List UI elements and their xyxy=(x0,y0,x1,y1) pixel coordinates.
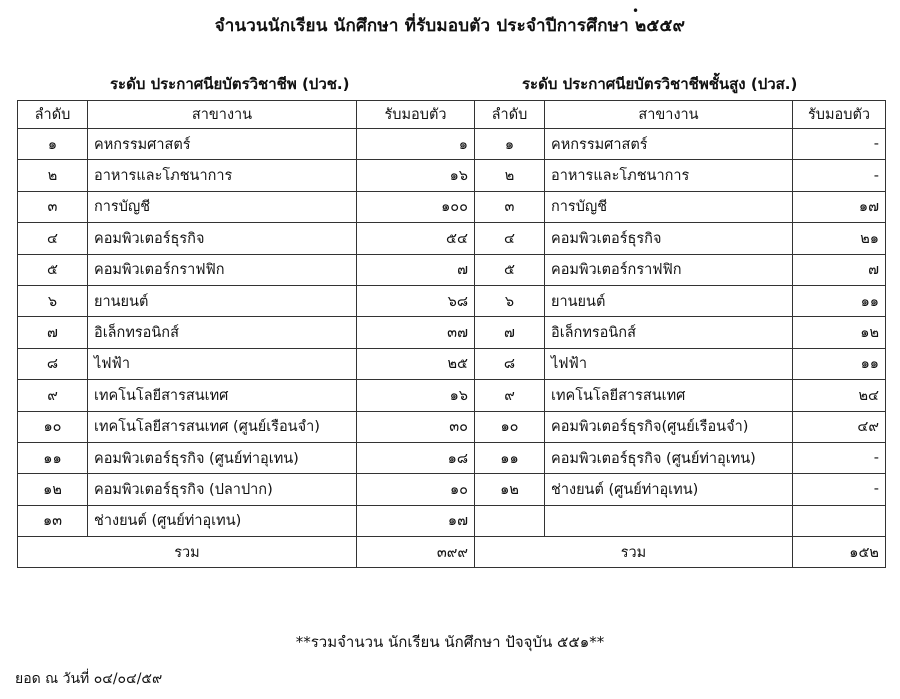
higher-row-no: ๑๑ xyxy=(475,442,545,473)
vocational-row-no: ๘ xyxy=(18,348,88,379)
higher-row-no: ๑ xyxy=(475,129,545,160)
table-row xyxy=(18,474,886,505)
vocational-row-count: ๑๘ xyxy=(357,442,475,473)
vocational-row-field: คอมพิวเตอร์กราฟฟิก xyxy=(88,254,357,285)
vocational-row-count: ๑๐๐ xyxy=(357,191,475,222)
table-header-row xyxy=(18,101,886,129)
higher-row-field xyxy=(545,505,793,536)
vocational-row-no: ๕ xyxy=(18,254,88,285)
vocational-row-field: ช่างยนต์ (ศูนย์ท่าอุเทน) xyxy=(88,505,357,536)
vocational-row-count: ๑๖ xyxy=(357,380,475,411)
vocational-row-no: ๑๓ xyxy=(18,505,88,536)
higher-row-count xyxy=(793,505,886,536)
vocational-row-count: ๑๖ xyxy=(357,160,475,191)
vocational-count-header: รับมอบตัว xyxy=(357,101,475,129)
vocational-row-count: ๗ xyxy=(357,254,475,285)
vocational-row-field: เทคโนโลยีสารสนเทศ (ศูนย์เรือนจำ) xyxy=(88,411,357,442)
vocational-row-count: ๕๔ xyxy=(357,223,475,254)
vocational-row-no: ๖ xyxy=(18,285,88,316)
page-title: จำนวนนักเรียน นักศึกษา ที่รับมอบตัว ประจำปีการศึกษา ๒๕๕๙ xyxy=(214,16,686,36)
higher-row-no: ๔ xyxy=(475,223,545,254)
vocational-row-count: ๑ xyxy=(357,129,475,160)
higher-total-value: ๑๕๒ xyxy=(793,537,886,568)
vocational-row-field: คหกรรมศาสตร์ xyxy=(88,129,357,160)
stray-dot-mark: • xyxy=(632,4,640,18)
higher-row-count: ๑๑ xyxy=(793,285,886,316)
vocational-row-field: ไฟฟ้า xyxy=(88,348,357,379)
vocational-section-label: ระดับ ประกาศนียบัตรวิชาชีพ (ปวช.) xyxy=(110,75,350,93)
table-row xyxy=(18,223,886,254)
vocational-row-no: ๒ xyxy=(18,160,88,191)
higher-row-no: ๑๐ xyxy=(475,411,545,442)
higher-row-count: ๒๔ xyxy=(793,380,886,411)
table-row xyxy=(18,160,886,191)
higher-row-field: อิเล็กทรอนิกส์ xyxy=(545,317,793,348)
vocational-row-field: การบัญชี xyxy=(88,191,357,222)
vocational-total-label: รวม xyxy=(18,537,357,568)
higher-row-field: คอมพิวเตอร์ธุรกิจ (ศูนย์ท่าอุเทน) xyxy=(545,442,793,473)
higher-field-header: สาขางาน xyxy=(545,101,793,129)
vocational-row-no: ๑ xyxy=(18,129,88,160)
vocational-row-no: ๗ xyxy=(18,317,88,348)
vocational-field-header: สาขางาน xyxy=(88,101,357,129)
vocational-row-field: คอมพิวเตอร์ธุรกิจ xyxy=(88,223,357,254)
enrollment-table xyxy=(17,100,886,568)
higher-total-label: รวม xyxy=(475,537,793,568)
higher-row-count: ๑๒ xyxy=(793,317,886,348)
higher-row-field: ยานยนต์ xyxy=(545,285,793,316)
vocational-row-count: ๒๕ xyxy=(357,348,475,379)
vocational-row-count: ๖๘ xyxy=(357,285,475,316)
total-row xyxy=(18,537,886,568)
vocational-row-no: ๑๑ xyxy=(18,442,88,473)
higher-no-header: ลำดับ xyxy=(475,101,545,129)
as-of-date: ยอด ณ วันที่ ๐๔/๐๔/๕๙ xyxy=(15,671,163,687)
higher-row-no: ๓ xyxy=(475,191,545,222)
vocational-row-no: ๑๐ xyxy=(18,411,88,442)
vocational-row-count: ๓๗ xyxy=(357,317,475,348)
higher-row-field: คอมพิวเตอร์กราฟฟิก xyxy=(545,254,793,285)
higher-row-no: ๗ xyxy=(475,317,545,348)
vocational-row-no: ๔ xyxy=(18,223,88,254)
vocational-row-no: ๙ xyxy=(18,380,88,411)
vocational-row-field: อิเล็กทรอนิกส์ xyxy=(88,317,357,348)
vocational-row-field: ยานยนต์ xyxy=(88,285,357,316)
vocational-row-count: ๑๐ xyxy=(357,474,475,505)
higher-row-count: ๗ xyxy=(793,254,886,285)
higher-row-field: การบัญชี xyxy=(545,191,793,222)
higher-row-field: ไฟฟ้า xyxy=(545,348,793,379)
table-row xyxy=(18,254,886,285)
higher-row-count: ๑๗ xyxy=(793,191,886,222)
table-row xyxy=(18,348,886,379)
higher-row-no: ๘ xyxy=(475,348,545,379)
vocational-row-no: ๑๒ xyxy=(18,474,88,505)
table-row xyxy=(18,285,886,316)
higher-row-count: - xyxy=(793,160,886,191)
table-row xyxy=(18,380,886,411)
higher-row-field: คอมพิวเตอร์ธุรกิจ xyxy=(545,223,793,254)
higher-row-field: เทคโนโลยีสารสนเทศ xyxy=(545,380,793,411)
higher-row-no xyxy=(475,505,545,536)
vocational-row-field: เทคโนโลยีสารสนเทศ xyxy=(88,380,357,411)
higher-row-count: - xyxy=(793,129,886,160)
table-row xyxy=(18,317,886,348)
higher-row-count: ๔๙ xyxy=(793,411,886,442)
vocational-row-field: คอมพิวเตอร์ธุรกิจ (ศูนย์ท่าอุเทน) xyxy=(88,442,357,473)
higher-row-field: คหกรรมศาสตร์ xyxy=(545,129,793,160)
table-row xyxy=(18,442,886,473)
higher-row-count: - xyxy=(793,474,886,505)
vocational-row-count: ๑๗ xyxy=(357,505,475,536)
higher-row-field: อาหารและโภชนาการ xyxy=(545,160,793,191)
table-row xyxy=(18,505,886,536)
vocational-row-field: อาหารและโภชนาการ xyxy=(88,160,357,191)
table-row xyxy=(18,411,886,442)
higher-row-no: ๖ xyxy=(475,285,545,316)
vocational-row-field: คอมพิวเตอร์ธุรกิจ (ปลาปาก) xyxy=(88,474,357,505)
table-row xyxy=(18,129,886,160)
higher-row-no: ๕ xyxy=(475,254,545,285)
higher-row-field: ช่างยนต์ (ศูนย์ท่าอุเทน) xyxy=(545,474,793,505)
higher-row-no: ๒ xyxy=(475,160,545,191)
higher-row-no: ๑๒ xyxy=(475,474,545,505)
vocational-row-count: ๓๐ xyxy=(357,411,475,442)
total-footnote: **รวมจำนวน นักเรียน นักศึกษา ปัจจุบัน ๕๕๑** xyxy=(295,633,605,651)
vocational-row-no: ๓ xyxy=(18,191,88,222)
higher-vocational-section-label: ระดับ ประกาศนียบัตรวิชาชีพชั้นสูง (ปวส.) xyxy=(522,75,798,93)
higher-row-count: ๒๑ xyxy=(793,223,886,254)
higher-count-header: รับมอบตัว xyxy=(793,101,886,129)
higher-row-count: ๑๑ xyxy=(793,348,886,379)
vocational-no-header: ลำดับ xyxy=(18,101,88,129)
higher-row-count: - xyxy=(793,442,886,473)
higher-row-field: คอมพิวเตอร์ธุรกิจ(ศูนย์เรือนจำ) xyxy=(545,411,793,442)
higher-row-no: ๙ xyxy=(475,380,545,411)
vocational-total-value: ๓๙๙ xyxy=(357,537,475,568)
table-row xyxy=(18,191,886,222)
